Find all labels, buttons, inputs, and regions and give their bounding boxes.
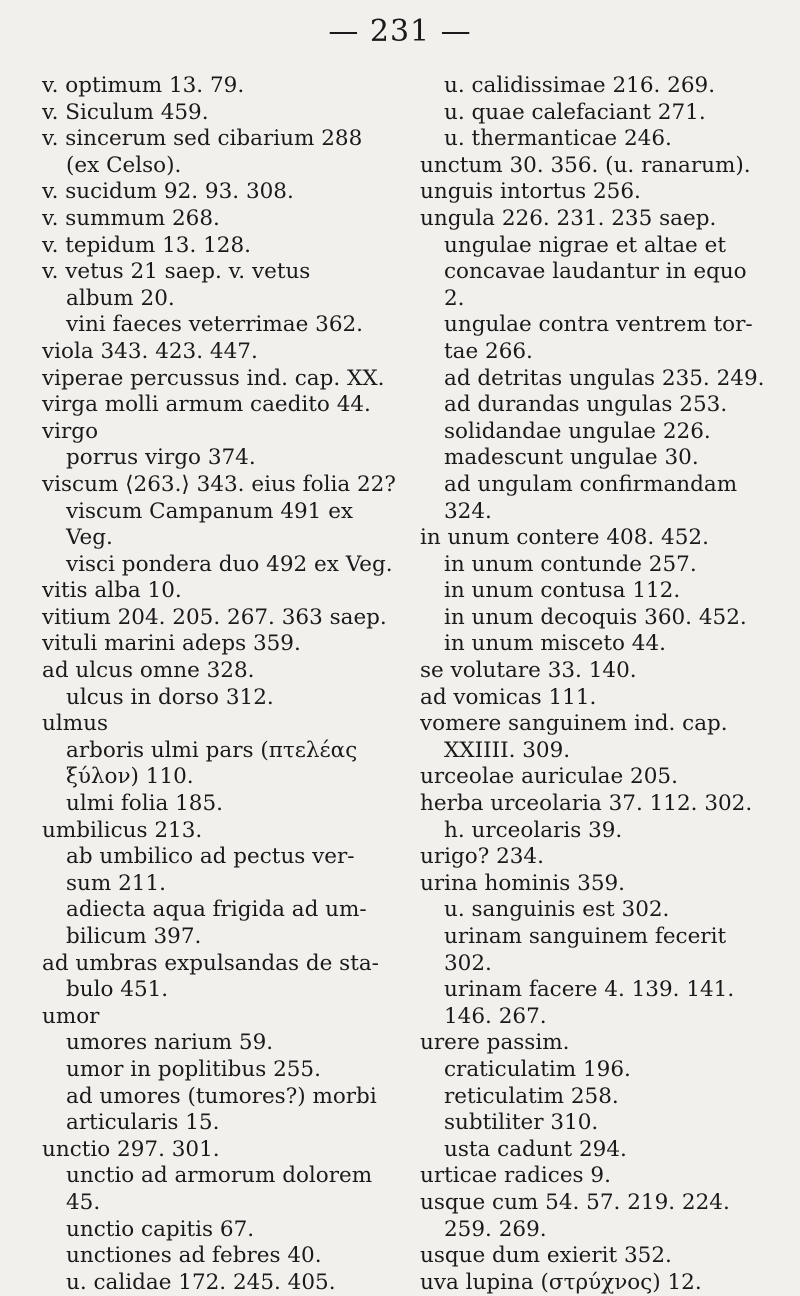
index-entry: ad umores (tumores?) morbi — [66, 1083, 377, 1109]
index-entry: madescunt ungulae 30. — [444, 445, 699, 471]
index-entry: sum 211. — [66, 870, 166, 896]
index-entry: v. vetus 21 saep. v. vetus — [42, 259, 311, 285]
index-entry: usque cum 54. 57. 219. 224. — [420, 1189, 730, 1215]
index-entry: unguis intortus 256. — [420, 179, 641, 205]
index-entry: urinam facere 4. 139. 141. — [444, 977, 735, 1003]
index-entry: unctiones ad febres 40. — [66, 1243, 322, 1269]
index-entry: in unum contere 408. 452. — [420, 525, 709, 551]
index-entry: viperae percussus ind. cap. XX. — [42, 365, 385, 391]
index-entry: ad durandas ungulas 253. — [444, 392, 728, 418]
index-entry: ad detritas ungulas 235. 249. — [444, 365, 765, 391]
index-column-right — [420, 73, 765, 1296]
index-entry: ad umbras expulsandas de sta- — [42, 950, 379, 976]
index-entry: urticae radices 9. — [420, 1163, 611, 1189]
index-entry: unctio ad armorum dolorem — [66, 1163, 373, 1189]
index-entry: v. sincerum sed cibarium 288 — [42, 126, 363, 152]
index-entry: in unum decoquis 360. 452. — [444, 604, 747, 630]
index-entry: urinam sanguinem fecerit — [444, 924, 727, 949]
index-entry: u. calidae 172. 245. 405. — [66, 1269, 336, 1295]
index-entry: v. summum 268. — [42, 205, 220, 231]
index-entry: v. sucidum 92. 93. 308. — [42, 179, 294, 205]
index-entry: ungula 226. 231. 235 saep. — [420, 205, 717, 231]
index-entry: u. calidissimae 216. 269. — [444, 73, 716, 98]
index-entry: umor in poplitibus 255. — [66, 1056, 321, 1082]
index-entry: urceolae auriculae 205. — [420, 764, 678, 790]
index-entry: ad vomicas 111. — [420, 684, 597, 710]
index-entry: arboris ulmi pars (πτελέας — [66, 737, 358, 763]
index-entry: virgo — [42, 418, 99, 444]
index-entry: ulmus — [42, 711, 108, 737]
index-entry: 259. 269. — [444, 1216, 547, 1242]
index-entry: vitium 204. 205. 267. 363 saep. — [42, 604, 387, 630]
index-entry: concavae laudantur in equo — [444, 259, 747, 285]
index-entry: usta cadunt 294. — [444, 1136, 627, 1162]
index-entry: urina hominis 359. — [420, 870, 626, 896]
index-entry: ulcus in dorso 312. — [66, 684, 274, 710]
index-entry: 324. — [444, 498, 492, 524]
index-entry: ungulae nigrae et altae et — [444, 232, 726, 258]
index-entry: se volutare 33. 140. — [420, 658, 637, 684]
index-entry: subtiliter 310. — [444, 1110, 599, 1136]
index-entry: umores narium 59. — [66, 1030, 274, 1056]
index-entry: Veg. — [66, 525, 113, 551]
index-entry: v. tepidum 13. 128. — [42, 232, 251, 258]
index-entry: umor — [42, 1003, 100, 1029]
index-entry: unctio 297. 301. — [42, 1136, 220, 1162]
index-entry: visci pondera duo 492 ex Veg. — [66, 551, 393, 577]
index-entry: ulmi folia 185. — [66, 791, 223, 817]
index-entry: 302. — [444, 950, 492, 976]
page-number: — 231 — — [328, 14, 472, 49]
index-entry: vini faeces veterrimae 362. — [66, 312, 364, 338]
index-entry: 146. 267. — [444, 1003, 547, 1029]
index-entry: bulo 451. — [66, 977, 169, 1003]
index-entry: vitis alba 10. — [42, 578, 182, 604]
index-entry: ξύλον) 110. — [66, 764, 194, 790]
index-entry: in unum misceto 44. — [444, 631, 666, 657]
index-entry: urigo? 234. — [420, 844, 544, 870]
index-entry: reticulatim 258. — [444, 1083, 619, 1109]
index-entry: viola 343. 423. 447. — [42, 338, 258, 364]
index-entry: unctum 30. 356. (u. ranarum). — [420, 152, 751, 178]
index-entry: in unum contusa 112. — [444, 578, 681, 604]
index-entry: ad ulcus omne 328. — [42, 658, 255, 684]
index-entry: viscum Campanum 491 ex — [66, 498, 354, 524]
index-entry: umbilicus 213. — [42, 817, 203, 843]
index-entry: v. Siculum 459. — [42, 99, 209, 125]
index-entry: ungulae contra ventrem tor- — [444, 312, 753, 338]
index-entry: virga molli armum caedito 44. — [42, 392, 371, 418]
index-entry: viscum ⟨263.⟩ 343. eius folia 22? — [42, 471, 396, 497]
index-entry: craticulatim 196. — [444, 1056, 631, 1082]
index-entry: adiecta aqua frigida ad um- — [66, 897, 367, 923]
index-entry: ab umbilico ad pectus ver- — [66, 844, 355, 870]
index-entry: tae 266. — [444, 338, 533, 364]
index-entry: uva lupina (στρύχνος) 12. — [420, 1269, 702, 1295]
index-entry: h. urceolaris 39. — [444, 817, 623, 843]
index-entry: unctio capitis 67. — [66, 1216, 255, 1242]
index-entry: (ex Celso). — [66, 152, 182, 178]
index-entry: porrus virgo 374. — [66, 445, 256, 471]
index-entry: u. sanguinis est 302. — [444, 897, 670, 923]
index-entry: articularis 15. — [66, 1110, 220, 1136]
index-entry: u. thermanticae 246. — [444, 126, 672, 152]
index-entry: album 20. — [66, 285, 175, 311]
index-entry: bilicum 397. — [66, 924, 202, 949]
index-entry: XXIIII. 309. — [444, 737, 571, 763]
index-entry: u. quae calefaciant 271. — [444, 99, 706, 125]
index-entry: urere passim. — [420, 1030, 570, 1056]
index-entry: 45. — [66, 1189, 101, 1215]
index-entry: usque dum exierit 352. — [420, 1243, 672, 1269]
index-entry: solidandae ungulae 226. — [444, 418, 711, 444]
index-entry: 2. — [444, 285, 465, 311]
index-entry: in unum contunde 257. — [444, 551, 697, 577]
index-entry: ad ungulam confirmandam — [444, 471, 738, 497]
index-entry: herba urceolaria 37. 112. 302. — [420, 791, 753, 817]
index-entry: v. optimum 13. 79. — [42, 73, 245, 98]
index-entry: vituli marini adeps 359. — [42, 631, 301, 657]
index-column-left — [42, 73, 396, 1296]
index-entry: vomere sanguinem ind. cap. — [420, 711, 728, 737]
